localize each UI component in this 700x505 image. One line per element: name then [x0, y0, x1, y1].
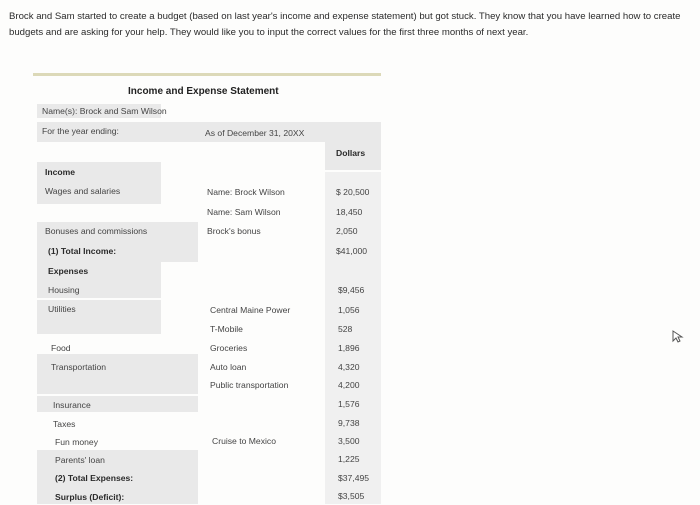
dollars-header: Dollars [336, 148, 366, 158]
housing-amount: $9,456 [338, 285, 365, 295]
year-ending-label: For the year ending: [42, 126, 119, 136]
taxes-amount: 9,738 [338, 418, 360, 428]
surplus-label: Surplus (Deficit): [55, 492, 125, 502]
wages-desc-2: Name: Sam Wilson [207, 207, 281, 217]
wages-amount-1: $ 20,500 [336, 187, 370, 197]
food-amount: 1,896 [338, 343, 360, 353]
transportation-desc-2: Public transportation [210, 380, 289, 390]
transportation-amount-2: 4,200 [338, 380, 360, 390]
taxes-label: Taxes [53, 419, 76, 429]
expenses-header: Expenses [48, 266, 89, 276]
wages-label: Wages and salaries [45, 186, 121, 196]
as-of-date: As of December 31, 20XX [205, 128, 305, 138]
bonus-label: Bonuses and commissions [45, 226, 148, 236]
bonus-desc: Brock's bonus [207, 226, 261, 236]
total-expenses-label: (2) Total Expenses: [55, 473, 134, 483]
total-expenses-amount: $37,495 [338, 473, 370, 483]
wages-desc-1: Name: Brock Wilson [207, 187, 285, 197]
fun-money-desc: Cruise to Mexico [212, 436, 276, 446]
total-income-amount: $41,000 [336, 246, 368, 256]
bonus-amount: 2,050 [336, 226, 358, 236]
fun-money-amount: 3,500 [338, 436, 360, 446]
names-label: Name(s): Brock and Sam Wilson [42, 106, 167, 116]
divider-rule [33, 73, 381, 76]
transport-band [37, 354, 198, 394]
transportation-desc-1: Auto loan [210, 362, 247, 372]
parents-loan-label: Parents' loan [55, 455, 105, 465]
food-label: Food [51, 343, 71, 353]
utilities-desc-1: Central Maine Power [210, 305, 291, 315]
insurance-label: Insurance [53, 400, 91, 410]
utilities-label: Utilities [48, 304, 76, 314]
mouse-cursor-icon [671, 330, 685, 344]
total-income-label: (1) Total Income: [48, 246, 117, 256]
wages-amount-2: 18,450 [336, 207, 363, 217]
utilities-desc-2: T-Mobile [210, 324, 243, 334]
fun-money-label: Fun money [55, 437, 98, 447]
transportation-label: Transportation [51, 362, 107, 372]
insurance-amount: 1,576 [338, 399, 360, 409]
instructions-text: Brock and Sam started to create a budget (based on last year's income and expense statement) but got stuck. They know that you have learned how to create budgets and are asking for your help. They would like you to input the correct values for the first three months of next year. [9, 11, 681, 38]
income-header: Income [45, 167, 76, 177]
parents-loan-amount: 1,225 [338, 454, 360, 464]
utilities-amount-2: 528 [338, 324, 353, 334]
food-desc: Groceries [210, 343, 248, 353]
utilities-amount-1: 1,056 [338, 305, 360, 315]
statement-title: Income and Expense Statement [128, 86, 279, 97]
housing-label: Housing [48, 285, 80, 295]
surplus-amount: $3,505 [338, 491, 365, 501]
transportation-amount-1: 4,320 [338, 362, 360, 372]
